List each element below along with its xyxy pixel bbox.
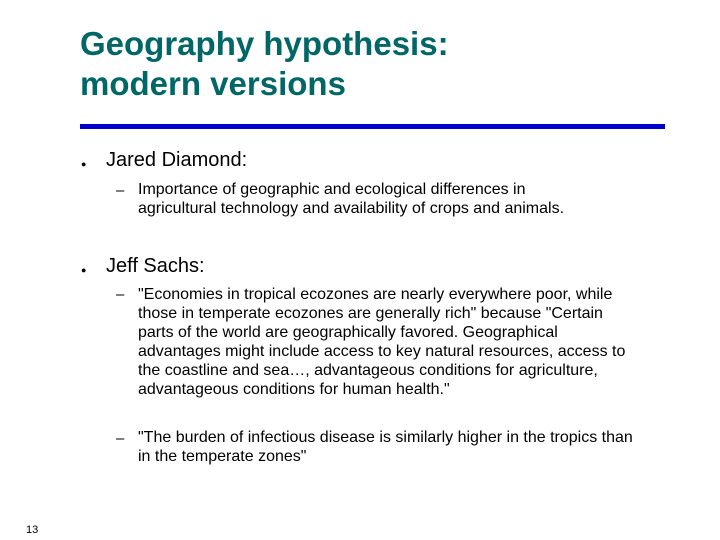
text-line: the coastline and sea…, advantageous conditions for agriculture, xyxy=(138,362,598,379)
text-line: those in temperate ecozones are generally rich" because "Certain xyxy=(138,305,603,322)
text-line: advantageous conditions for human health." xyxy=(138,381,450,398)
sub-bullet-diamond-text xyxy=(138,180,564,218)
dash-icon: – xyxy=(116,430,125,447)
bullet-heading-jared-diamond: Jared Diamond: xyxy=(106,149,248,171)
text-line: in the temperate zones" xyxy=(138,448,307,465)
slide-title xyxy=(80,24,449,104)
slide-title-line-2: modern versions xyxy=(80,65,346,102)
page-number: 13 xyxy=(26,524,39,536)
sub-bullet-sachs-quote-1 xyxy=(138,285,625,399)
title-divider xyxy=(80,124,665,129)
dash-icon: – xyxy=(116,286,125,303)
text-line: "The burden of infectious disease is similarly higher in the tropics than xyxy=(138,429,633,446)
text-line: advantages might include access to key natural resources, access to xyxy=(138,343,626,360)
sub-bullet-sachs-quote-2 xyxy=(138,428,633,466)
text-line: Importance of geographic and ecological differences in xyxy=(138,181,526,198)
bullet-heading-jeff-sachs: Jeff Sachs: xyxy=(106,255,205,277)
text-line: agricultural technology and availability of crops and animals. xyxy=(138,200,565,217)
dash-icon: – xyxy=(116,182,125,199)
slide-title-line-1: Geography hypothesis: xyxy=(80,25,449,62)
bullet-icon: ● xyxy=(81,265,87,275)
text-line: "Economies in tropical ecozones are nearly everywhere poor, while xyxy=(138,286,613,303)
text-line: parts of the world are geographically favored. Geographical xyxy=(138,324,558,341)
bullet-icon: ● xyxy=(81,159,87,169)
